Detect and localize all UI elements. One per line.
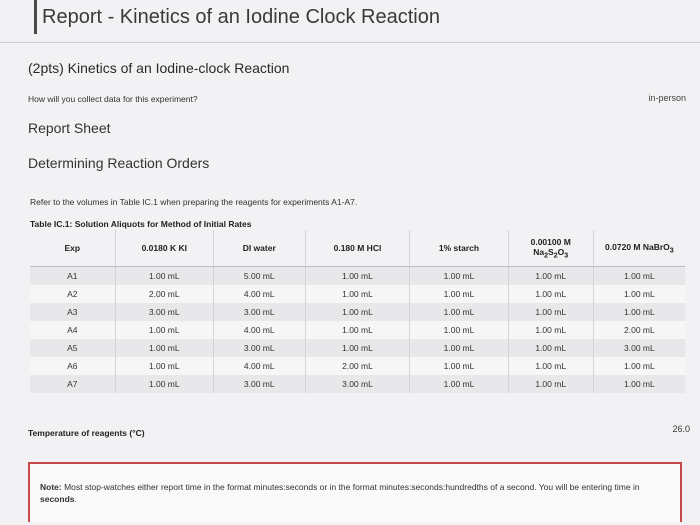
volume-cell: 3.00 mL <box>305 375 410 393</box>
aliquots-table-container <box>30 230 685 393</box>
volume-cell: 2.00 mL <box>115 285 213 303</box>
col-header-bromate: 0.0720 M NaBrO$_3$ <box>593 230 685 267</box>
table-body <box>30 267 685 394</box>
volume-cell: 1.00 mL <box>115 267 213 286</box>
volume-cell: 1.00 mL <box>410 339 508 357</box>
col-header-starch: 1% starch <box>410 230 508 267</box>
volume-cell: 1.00 mL <box>508 303 593 321</box>
col-header-thiosulfate: 0.00100 M $Na_2S_2O_3$ <box>508 230 593 267</box>
volume-cell: 1.00 mL <box>593 267 685 286</box>
exp-id-cell: A7 <box>30 375 115 393</box>
volume-cell: 1.00 mL <box>305 285 410 303</box>
exp-id-cell: A3 <box>30 303 115 321</box>
volume-cell: 1.00 mL <box>508 321 593 339</box>
note-emphasis: seconds <box>40 494 75 504</box>
col-header-exp: Exp <box>30 230 115 267</box>
volume-cell: 1.00 mL <box>410 375 508 393</box>
temperature-value[interactable]: 26.0 <box>672 424 690 434</box>
volume-cell: 2.00 mL <box>305 357 410 375</box>
note-prefix: Note: <box>40 482 62 492</box>
volume-cell: 4.00 mL <box>213 357 305 375</box>
question-prompt: How will you collect data for this experiment? <box>28 94 198 104</box>
volume-cell: 2.00 mL <box>593 321 685 339</box>
question-title: (2pts) Kinetics of an Iodine-clock Reaction <box>28 60 290 76</box>
table-row <box>30 321 685 339</box>
table-caption: Table IC.1: Solution Aliquots for Method of Initial Rates <box>30 219 252 229</box>
volume-cell: 3.00 mL <box>115 303 213 321</box>
volume-cell: 1.00 mL <box>410 303 508 321</box>
volume-cell: 1.00 mL <box>115 321 213 339</box>
volume-cell: 1.00 mL <box>410 357 508 375</box>
exp-id-cell: A2 <box>30 285 115 303</box>
volume-cell: 1.00 mL <box>508 285 593 303</box>
volume-cell: 1.00 mL <box>593 357 685 375</box>
col-header-hcl: 0.180 M HCl <box>305 230 410 267</box>
page-title: Report - Kinetics of an Iodine Clock Reaction <box>42 6 440 28</box>
volume-cell: 3.00 mL <box>213 339 305 357</box>
table-row <box>30 303 685 321</box>
volume-cell: 1.00 mL <box>115 375 213 393</box>
exp-id-cell: A6 <box>30 357 115 375</box>
table-row <box>30 375 685 393</box>
table-row <box>30 285 685 303</box>
exp-id-cell: A1 <box>30 267 115 286</box>
volume-cell: 1.00 mL <box>305 303 410 321</box>
volume-cell: 4.00 mL <box>213 285 305 303</box>
exp-id-cell: A5 <box>30 339 115 357</box>
header-divider <box>0 42 700 43</box>
table-header-row <box>30 230 685 267</box>
table-row <box>30 357 685 375</box>
temperature-label: Temperature of reagents (°C) <box>28 428 145 438</box>
volume-cell: 3.00 mL <box>213 303 305 321</box>
aliquots-table <box>30 230 685 393</box>
volume-cell: 4.00 mL <box>213 321 305 339</box>
volume-cell: 1.00 mL <box>410 267 508 286</box>
volume-cell: 1.00 mL <box>593 375 685 393</box>
note-box <box>28 462 682 522</box>
volume-cell: 1.00 mL <box>593 285 685 303</box>
col-header-ki: 0.0180 K KI <box>115 230 213 267</box>
collection-method-answer[interactable]: in-person <box>648 93 686 103</box>
volume-cell: 1.00 mL <box>115 339 213 357</box>
note-body: Most stop-watches either report time in the format minutes:seconds or in the format minutes:seconds:hundredths of a second. You will be entering time in <box>61 482 640 492</box>
report-sheet-heading: Report Sheet <box>28 120 111 136</box>
volume-cell: 1.00 mL <box>508 339 593 357</box>
reaction-orders-heading: Determining Reaction Orders <box>28 155 210 171</box>
volume-cell: 1.00 mL <box>115 357 213 375</box>
volume-cell: 3.00 mL <box>593 339 685 357</box>
volume-cell: 1.00 mL <box>410 285 508 303</box>
table-instruction: Refer to the volumes in Table IC.1 when preparing the reagents for experiments A1-A7. <box>30 197 358 207</box>
volume-cell: 1.00 mL <box>508 267 593 286</box>
col-header-water: DI water <box>213 230 305 267</box>
volume-cell: 1.00 mL <box>305 321 410 339</box>
exp-id-cell: A4 <box>30 321 115 339</box>
table-row <box>30 339 685 357</box>
volume-cell: 1.00 mL <box>305 339 410 357</box>
title-accent-bar <box>34 0 37 34</box>
volume-cell: 1.00 mL <box>508 375 593 393</box>
volume-cell: 1.00 mL <box>410 321 508 339</box>
volume-cell: 1.00 mL <box>593 303 685 321</box>
table-row <box>30 267 685 286</box>
volume-cell: 5.00 mL <box>213 267 305 286</box>
volume-cell: 1.00 mL <box>508 357 593 375</box>
volume-cell: 3.00 mL <box>213 375 305 393</box>
note-suffix: . <box>74 494 77 504</box>
volume-cell: 1.00 mL <box>305 267 410 286</box>
